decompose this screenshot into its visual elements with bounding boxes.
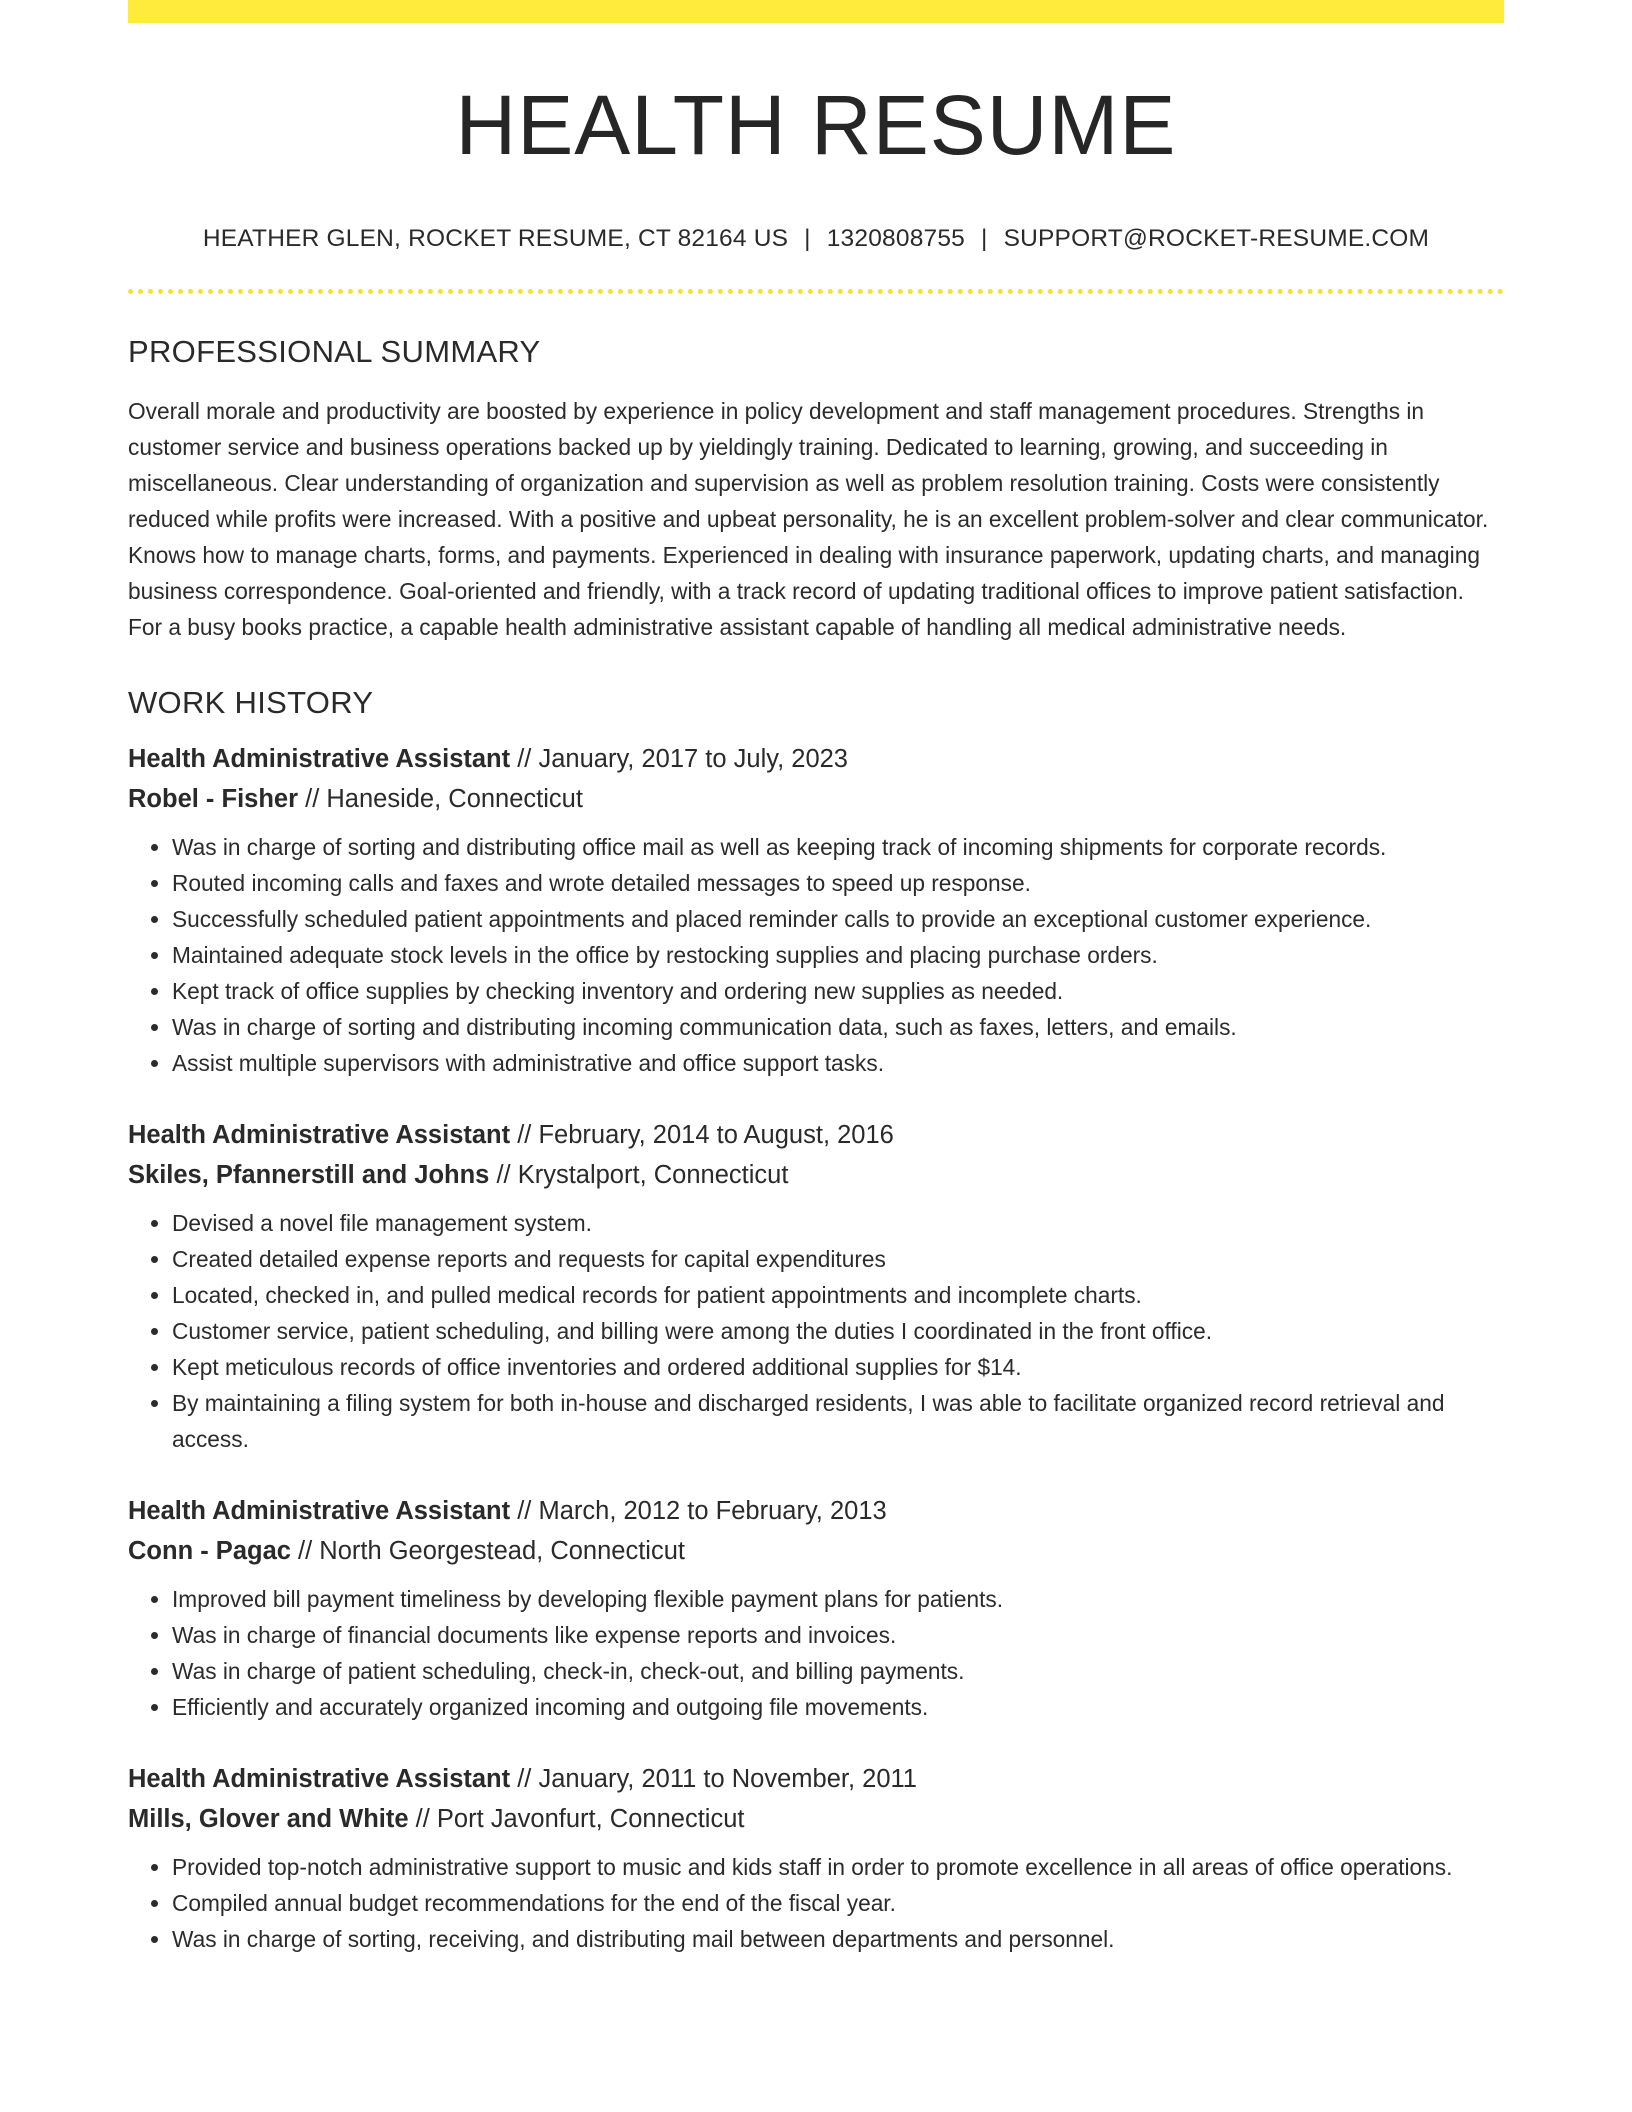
job-location: // Krystalport, Connecticut [489,1161,789,1190]
job-bullet: • Was in charge of financial documents like expense reports and invoices. [172,1617,1504,1653]
job-bullet: • Kept meticulous records of office inventories and ordered additional supplies for $14. [172,1349,1504,1385]
job-bullet: • Efficiently and accurately organized incoming and outgoing file movements. [172,1689,1504,1725]
job-entry [128,1115,1504,1457]
job-title-line [128,1491,1504,1531]
job-dates: // February, 2014 to August, 2016 [510,1121,894,1150]
contact-separator: | [981,225,988,253]
contact-phone: 1320808755 [826,225,965,253]
job-title-line [128,739,1504,779]
job-company-line [128,779,1504,819]
accent-top-bar [128,0,1504,23]
job-bullet-list [128,1205,1504,1457]
job-location: // North Georgestead, Connecticut [290,1537,685,1566]
job-company: Mills, Glover and White [128,1805,409,1834]
contact-separator: | [804,225,811,253]
dotted-divider [128,289,1504,294]
job-company-line [128,1799,1504,1839]
summary-text: Overall morale and productivity are boosted by experience in policy development and staff management procedures. Strengths in customer service and business operations backed up by yieldingly training. Dedicated to learning, growing, and succeeding in miscellaneous. Clear understanding of organization and supervision as well as problem resolution training. Costs were consistently reduced while profits were increased. With a positive and upbeat personality, he is an excellent problem-solver and clear communicator. Knows how to manage charts, forms, and payments. Experienced in dealing with insurance paperwork, updating charts, and managing business correspondence. Goal-oriented and friendly, with a track record of updating traditional offices to improve patient satisfaction. For a busy books practice, a capable health administrative assistant capable of handling all medical administrative needs. [128,398,1489,641]
job-company-line [128,1155,1504,1195]
work-history-heading: WORK HISTORY [128,685,374,721]
resume-page [128,0,1504,1957]
job-company: Skiles, Pfannerstill and Johns [128,1161,490,1190]
job-bullet: • Routed incoming calls and faxes and wrote detailed messages to speed up response. [172,865,1504,901]
job-entry [128,739,1504,1081]
job-title: Health Administrative Assistant [128,1765,511,1794]
job-bullet: • Kept track of office supplies by checking inventory and ordering new supplies as needed. [172,973,1504,1009]
job-company-line [128,1531,1504,1571]
contact-line [128,225,1504,253]
job-bullet: • Was in charge of patient scheduling, check-in, check-out, and billing payments. [172,1653,1504,1689]
job-company: Robel - Fisher [128,785,299,814]
job-bullet: • Customer service, patient scheduling, and billing were among the duties I coordinated in the front office. [172,1313,1504,1349]
job-bullet: • By maintaining a filing system for both in-house and discharged residents, I was able to facilitate organized record retrieval and access. [172,1385,1504,1457]
resume-title: HEALTH RESUME [455,78,1177,172]
contact-address: HEATHER GLEN, ROCKET RESUME, CT 82164 US [202,225,789,253]
job-bullet: • Provided top-notch administrative support to music and kids staff in order to promote excellence in all areas of office operations. [172,1849,1504,1885]
job-bullet: • Devised a novel file management system. [172,1205,1504,1241]
job-bullet: • Located, checked in, and pulled medical records for patient appointments and incomplete charts. [172,1277,1504,1313]
job-bullet: • Compiled annual budget recommendations for the end of the fiscal year. [172,1885,1504,1921]
job-title-line [128,1115,1504,1155]
job-dates: // January, 2011 to November, 2011 [510,1765,917,1794]
job-bullet-list [128,1849,1504,1957]
job-bullet: • Assist multiple supervisors with administrative and office support tasks. [172,1045,1504,1081]
job-bullet: • Was in charge of sorting and distributing office mail as well as keeping track of incoming shipments for corporate records. [172,829,1504,865]
job-bullet: • Successfully scheduled patient appointments and placed reminder calls to provide an exceptional customer experience. [172,901,1504,937]
job-entry [128,1491,1504,1725]
job-title: Health Administrative Assistant [128,745,511,774]
job-title: Health Administrative Assistant [128,1497,511,1526]
contact-email: SUPPORT@ROCKET-RESUME.COM [1003,225,1430,253]
job-bullet-list [128,1581,1504,1725]
job-bullet: • Was in charge of sorting, receiving, and distributing mail between departments and personnel. [172,1921,1504,1957]
job-bullet: • Improved bill payment timeliness by developing flexible payment plans for patients. [172,1581,1504,1617]
job-bullet: • Maintained adequate stock levels in the office by restocking supplies and placing purchase orders. [172,937,1504,973]
job-location: // Haneside, Connecticut [298,785,583,814]
job-dates: // January, 2017 to July, 2023 [510,745,848,774]
job-location: // Port Javonfurt, Connecticut [408,1805,745,1834]
summary-heading: PROFESSIONAL SUMMARY [128,334,541,370]
job-bullet: • Created detailed expense reports and requests for capital expenditures [172,1241,1504,1277]
job-entry [128,1759,1504,1957]
job-bullet-list [128,829,1504,1081]
job-bullet: • Was in charge of sorting and distributing incoming communication data, such as faxes, letters, and emails. [172,1009,1504,1045]
job-title: Health Administrative Assistant [128,1121,511,1150]
job-company: Conn - Pagac [128,1537,291,1566]
job-dates: // March, 2012 to February, 2013 [510,1497,887,1526]
job-title-line [128,1759,1504,1799]
